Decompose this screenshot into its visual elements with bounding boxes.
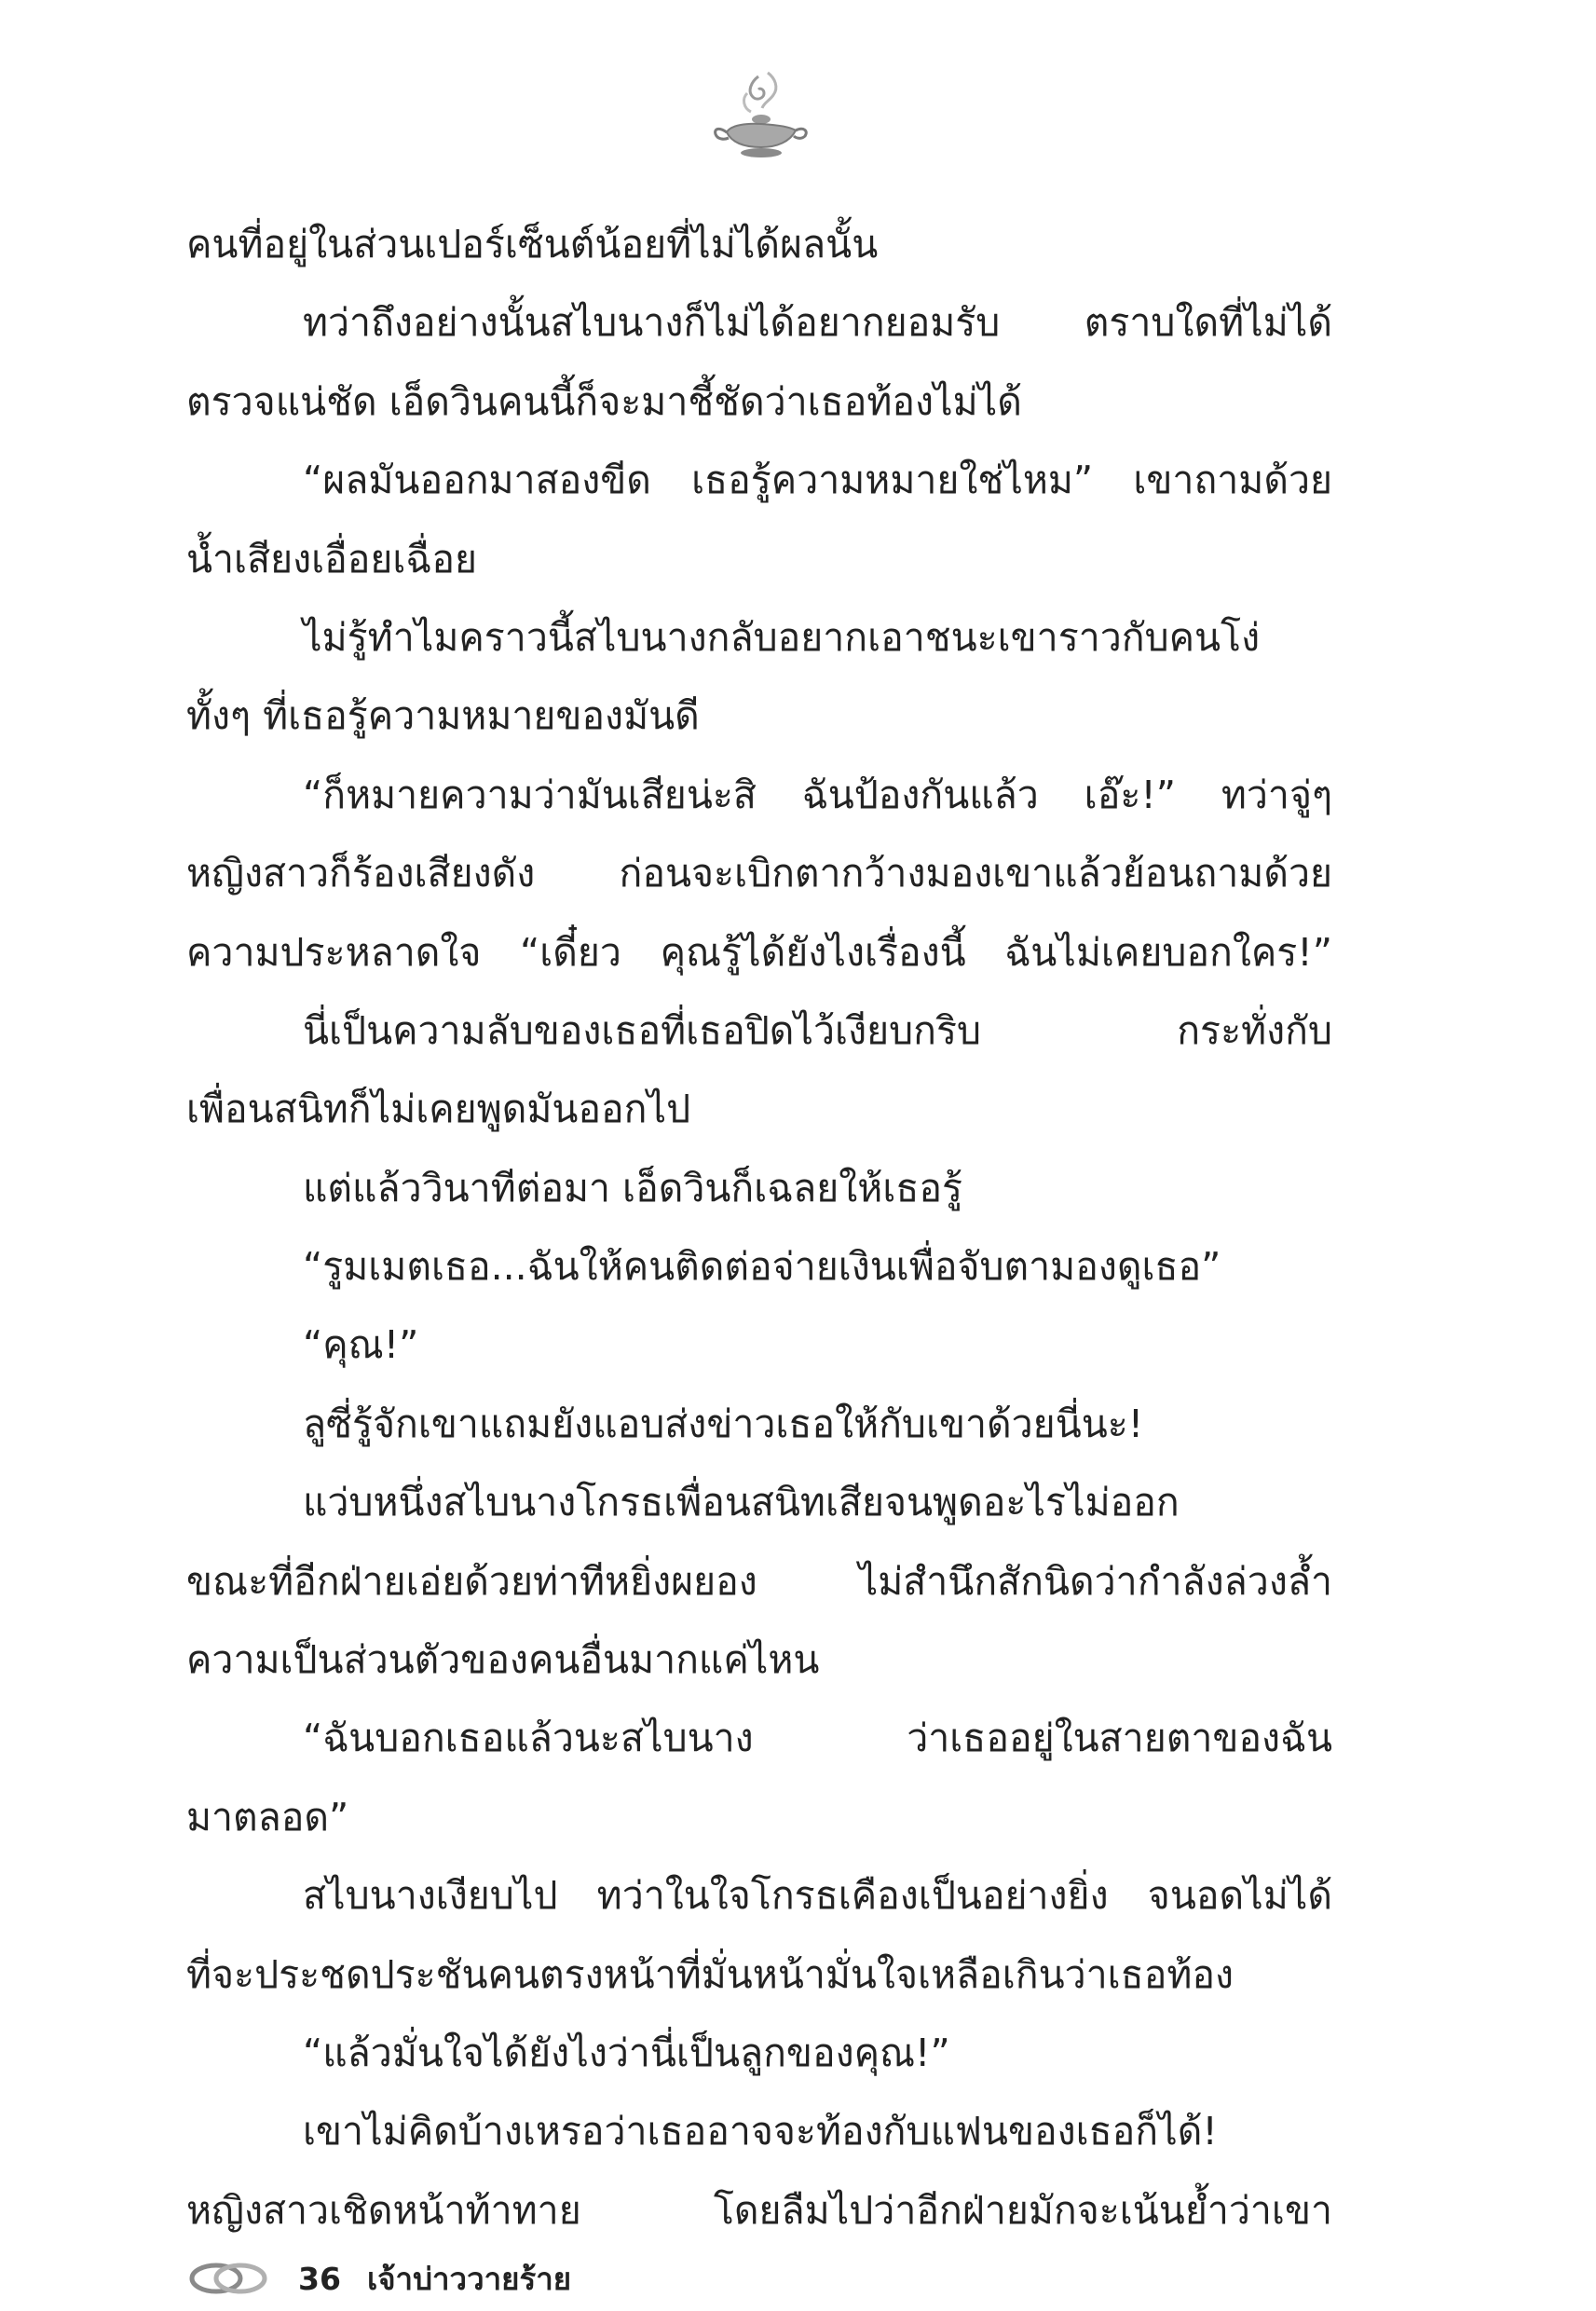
text-line: แว่บหนึ่งสไบนางโกรธเพื่อนสนิทเสียจนพูดอะไรไม่ออก	[303, 1480, 1180, 1525]
text-line: คนที่อยู่ในส่วนเปอร์เซ็นต์น้อยที่ไม่ได้ผลนั้น	[186, 222, 879, 267]
text-line: “ก็หมายความว่ามันเสียน่ะสิ ฉันป้องกันแล้ว เอ๊ะ!” ทว่าจู่ๆ	[303, 772, 1332, 817]
text-line: หญิงสาวก็ร้องเสียงดัง ก่อนจะเบิกตากว้างมองเขาแล้วย้อนถามด้วย	[186, 851, 1332, 896]
text-line: “คุณ!”	[303, 1322, 419, 1368]
text-line: ลูซี่รู้จักเขาแถมยังแอบส่งข่าวเธอให้กับเขาด้วยนี่นะ!	[303, 1401, 1144, 1446]
text-line: สไบนางเงียบไป ทว่าในใจโกรธเคืองเป็นอย่างยิ่ง จนอดไม่ได้	[303, 1873, 1332, 1919]
genie-lamp-icon	[710, 65, 812, 168]
text-line: “ผลมันออกมาสองขีด เธอรู้ความหมายใช่ไหม” เขาถามด้วย	[303, 458, 1332, 503]
text-line: น้ำเสียงเอื่อยเฉื่อย	[186, 536, 478, 581]
text-line: “รูมเมตเธอ...ฉันให้คนติดต่อจ่ายเงินเพื่อจับตามองดูเธอ”	[303, 1244, 1221, 1290]
text-line: ทั้งๆ ที่เธอรู้ความหมายของมันดี	[186, 693, 700, 739]
text-line: ที่จะประชดประชันคนตรงหน้าที่มั่นหน้ามั่นใจเหลือเกินว่าเธอท้อง	[186, 1951, 1234, 1997]
text-line: “ฉันบอกเธอแล้วนะสไบนาง ว่าเธออยู่ในสายตาของฉัน	[303, 1716, 1332, 1761]
text-line: นี่เป็นความลับของเธอที่เธอปิดไว้เงียบกริบ กระทั่งกับ	[303, 1007, 1332, 1053]
book-title: เจ้าบ่าววายร้าย	[366, 2260, 572, 2297]
text-line: ความเป็นส่วนตัวของคนอื่นมากแค่ไหน	[186, 1637, 820, 1683]
text-line: “แล้วมั่นใจได้ยังไงว่านี่เป็นลูกของคุณ!”	[303, 2030, 950, 2075]
body-text	[186, 205, 1332, 2249]
text-line: มาตลอด”	[186, 1794, 349, 1839]
interlocked-rings-icon	[186, 2260, 270, 2297]
text-line: ไม่รู้ทำไมคราวนี้สไบนางกลับอยากเอาชนะเขาราวกับคนโง่	[303, 614, 1261, 660]
text-line: เพื่อนสนิทก็ไม่เคยพูดมันออกไป	[186, 1087, 691, 1132]
text-line: ความประหลาดใจ “เดี๋ยว คุณรู้ได้ยังไงเรื่องนี้ ฉันไม่เคยบอกใคร!”	[186, 929, 1332, 975]
text-line: แต่แล้ววินาทีต่อมา เอ็ดวินก็เฉลยให้เธอรู้	[303, 1165, 963, 1210]
text-line: หญิงสาวเชิดหน้าท้าทาย โดยลืมไปว่าอีกฝ่ายมักจะเน้นย้ำว่าเขา	[186, 2187, 1332, 2233]
text-line: ขณะที่อีกฝ่ายเอ่ยด้วยท่าทีหยิ่งผยอง ไม่สำนึกสักนิดว่ากำลังล่วงล้ำ	[186, 1558, 1332, 1604]
text-line: ตรวจแน่ชัด เอ็ดวินคนนี้ก็จะมาชี้ชัดว่าเธอท้องไม่ได้	[186, 378, 1022, 424]
page-footer	[186, 2255, 571, 2302]
text-line: ทว่าถึงอย่างนั้นสไบนางก็ไม่ได้อยากยอมรับ ตราบใดที่ไม่ได้	[303, 300, 1332, 346]
page-number: 36	[298, 2260, 341, 2297]
text-line: เขาไม่คิดบ้างเหรอว่าเธออาจจะท้องกับแฟนของเธอก็ได้!	[303, 2109, 1218, 2154]
